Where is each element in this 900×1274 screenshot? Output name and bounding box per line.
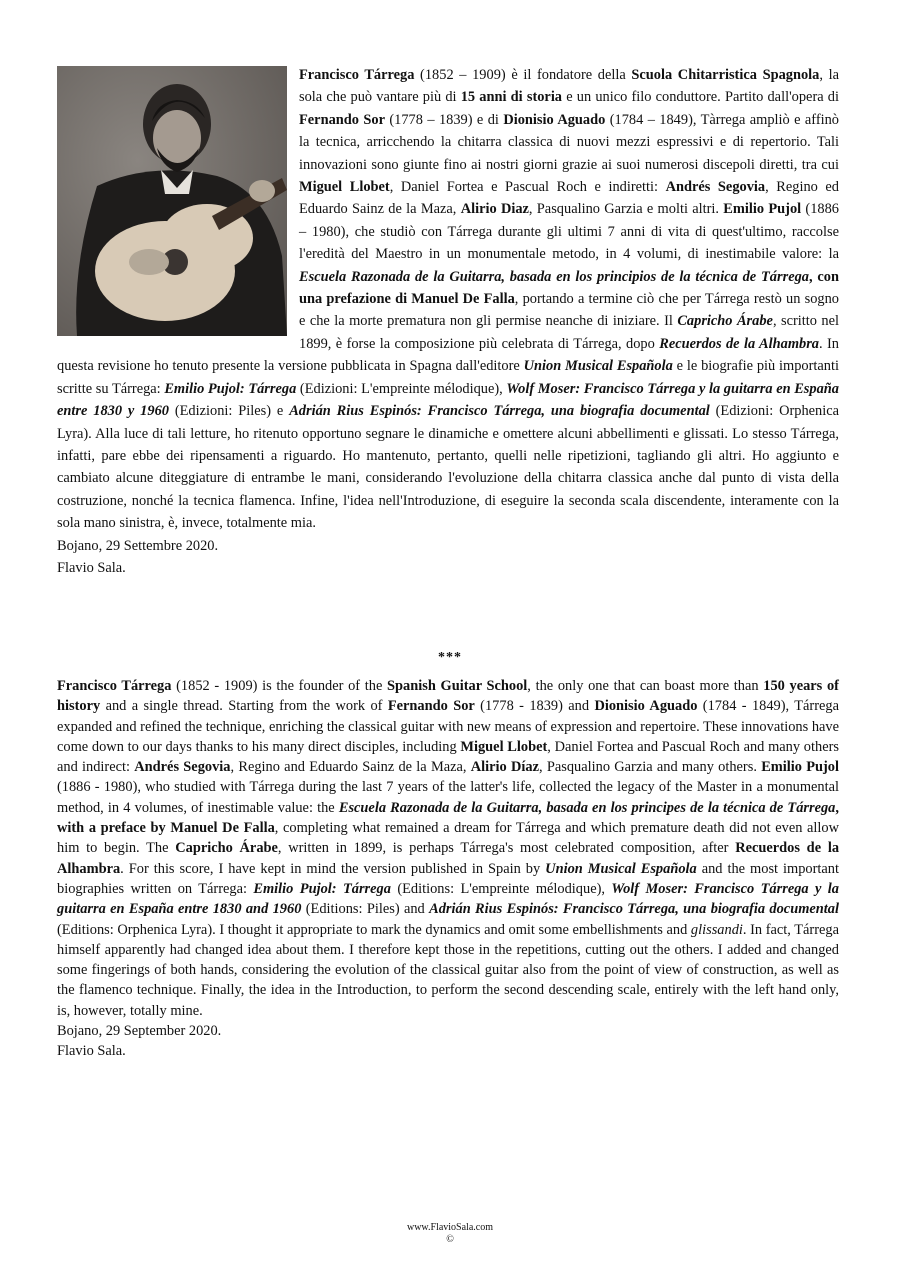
text-run: (1778 - 1839) and [474,698,595,715]
italian-signature: Flavio Sala. [57,559,126,576]
english-paragraph [57,676,839,1021]
text-bold: , with a preface by Manuel De Falla [57,799,839,837]
text-run: , Pasqualino Garzia e molti altri. [528,201,724,218]
text-run: , portando a termine ciò che per Tárrega restò un sogno e che la morte prematura non gli permise neanche di iniziare. Il [299,291,839,330]
text-run: . In fact, Tárrega himself apparently had changed idea about them. I therefore kept those in the repetitions, cutting out the others. I added and changed some fingerings of both hands, considering the evolution of the classical guitar also from the point of view of construction, as well as the flamenco technique. Finally, the idea in the Introduction, to perform the second descending scale, entirely with the left hand only, is, however, totally mine. [57,921,839,1019]
text-run: (1886 – 1980), che studiò con Tárrega durante gli ultimi 7 anni di vita di quest'ultimo, raccolse l'eredità del Maestro in un monumentale metodo, in 4 volumi, di inestimabile valore: la [299,201,840,263]
text-run: , Daniel Fortea and Pascual Roch and many others and indirect: [57,738,839,776]
text-bold: Fernando Sor [299,111,385,128]
footer-website: www.FlavioSala.com [406,1222,493,1233]
text-run: (Editions: L'empreinte mélodique), [390,880,612,897]
text-italic: glissandi [690,921,743,938]
text-bold: 150 years of history [57,678,839,715]
text-run: (1778 – 1839) e di [384,111,504,128]
english-biography [57,676,839,1062]
italian-biography [57,64,839,579]
text-run: , scritto nel 1899, è forse la composizione più celebrata di Tárrega, dopo [299,313,839,352]
text-run: , Regino and Eduardo Sainz de la Maza, [230,759,471,776]
text-bold: Francisco Tárrega [57,678,172,694]
page-footer [0,1222,900,1246]
text-bold: Spanish Guitar School [387,678,528,694]
text-run: (Editions: Orphenica Lyra). I thought it appropriate to mark the dynamics and omit some embellishments and [57,921,691,938]
text-bold-italic: Capricho Árabe [677,313,773,330]
footer-copyright: © [446,1234,454,1245]
text-bold: Miguel Llobet [299,179,390,196]
text-run: e un unico filo conduttore. Partito dall'opera di [562,89,839,106]
text-bold-italic: Escuela Razonada de la Guitarra, basada en los principios de la técnica de Tárrega [299,268,809,285]
text-run: (1886 - 1980), who studied with Tárrega during the last 7 years of the latter's life, collected the legacy of the Master in a monumental method, in 4 volumes, of inestimable value: the [57,779,839,816]
text-bold: Francisco Tárrega [299,67,415,83]
english-date: Bojano, 29 September 2020. [57,1023,222,1040]
text-bold-italic: Adrián Rius Espinós: Francisco Tárrega, una biografia documental [289,403,710,420]
text-run: and a single thread. Starting from the work of [100,698,388,715]
english-signature: Flavio Sala. [57,1043,126,1060]
text-bold: Andrés Segovia [665,179,766,196]
text-run: , Regino ed Eduardo Sainz de la Maza, [299,179,839,218]
text-bold-italic: Emilio Pujol: Tárrega [253,880,391,897]
text-run: (Edizioni: Orphenica Lyra). Alla luce di tali letture, ho ritenuto opportuno segnare le dinamiche e omettere alcuni abbellimenti e glissati. Lo stesso Tárrega, infatti, pare ebbe dei ripensamenti a riguardo. Ho mantenuto, pertanto, quelli nelle ripetizioni, tagliando gli altri. Ho aggiunto e cambiato alcune diteggiature di entrambe le mani, considerando l'evoluzione della chitarra classica anche dal punto di vista della costruzione, nonché la tecnica flamenca. Infine, l'idea nell'Introduzione, di eseguire la seconda scala discendente, interamente con la sola mano sinistra, è, invece, totalmente mia. [57,403,839,532]
text-run: , the only one that can boast more than [527,678,764,694]
text-run: (Editions: Piles) and [301,901,430,918]
text-run: e le biografie più importanti scritte su Tárrega: [57,358,839,397]
photo-spacer [57,64,299,352]
text-bold: Alirio Diaz [460,201,529,218]
text-bold-italic: Recuerdos de la Alhambra [659,335,819,352]
text-run: (Edizioni: Piles) e [168,403,290,420]
text-bold: Alirio Díaz [470,759,539,776]
italian-date: Bojano, 29 Settembre 2020. [57,537,219,554]
text-bold-italic: Union Musical Española [523,358,673,375]
text-bold-italic: Wolf Moser: Francisco Tárrega y la guitarra en España entre 1830 y 1960 [57,380,839,420]
text-run: , Daniel Fortea e Pascual Roch e indiretti: [389,179,666,196]
text-run: , written in 1899, is perhaps Tárrega's most celebrated composition, after [277,840,736,857]
text-run: , completing what remained a dream for Tárrega and which premature death did not even allow him to begin. The [57,820,839,857]
text-bold: Miguel Llobet [460,738,548,755]
section-separator: *** [438,650,462,665]
text-run: (1852 – 1909) è il fondatore della [414,67,632,83]
text-bold: 15 anni di storia [460,89,563,106]
text-bold: Emilio Pujol [761,759,840,776]
text-bold: , con una prefazione di Manuel De Falla [299,268,839,308]
text-bold-italic: Emilio Pujol: Tárrega [164,380,297,397]
text-run: . In questa revisione ho tenuto presente la versione pubblicata in Spagna dall'editore [57,335,839,375]
text-bold-italic: Wolf Moser: Francisco Tárrega y la guitarra en España entre 1830 and 1960 [57,880,839,918]
text-bold: Fernando Sor [387,698,475,715]
text-run: and the most important biographies written on Tárrega: [57,860,839,897]
text-run: , Pasqualino Garzia and many others. [539,759,762,776]
text-bold-italic: Escuela Razonada de la Guitarra, basada en los principes de la técnica de Tárrega [338,799,836,816]
text-run: (Edizioni: L'empreinte mélodique), [296,380,507,397]
text-bold: Dionisio Aguado [594,698,698,715]
text-run: (1852 - 1909) is the founder of the [171,678,388,694]
text-bold: Recuerdos de la Alhambra [57,840,840,877]
text-run: . For this score, I have kept in mind the version published in Spain by [120,860,546,877]
text-bold: Dionisio Aguado [503,111,606,128]
text-bold-italic: Adrián Rius Espinós: Francisco Tárrega, una biografia documental [429,901,839,918]
text-bold-italic: Union Musical Española [545,860,697,877]
text-bold: Emilio Pujol [723,201,802,218]
text-bold: Andrés Segovia [134,759,231,776]
text-run: (1784 – 1849), Tàrrega ampliò e affinò la tecnica, arricchendo la chitarra classica di nuovi mezzi espressivi e di repertorio. Tali innovazioni sono giunte fino ai nostri giorni grazie ai suoi numerosi discepoli diretti, tra cui [299,111,840,173]
text-run: (1784 - 1849), Tárrega expanded and refined the technique, enriching the classical guitar with new means of expression and repertoire. These innovations have come down to our days thanks to his many direct disciples, including [57,698,839,755]
text-bold: Capricho Árabe [175,840,278,857]
text-run: , la sola che può vantare più di [299,67,839,106]
text-bold: Scuola Chitarristica Spagnola [631,67,820,83]
